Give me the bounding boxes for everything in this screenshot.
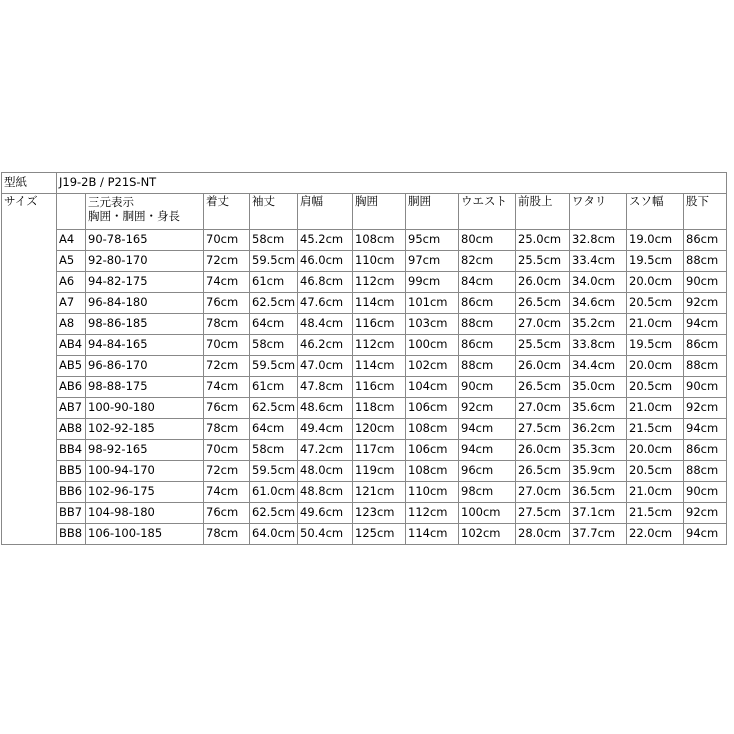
size-code-cell: AB5: [57, 356, 86, 377]
measurement-cell: 62.5cm: [250, 398, 298, 419]
measurement-cell: 106cm: [406, 440, 459, 461]
column-header: 股下: [684, 194, 727, 230]
measurement-cell: 37.7cm: [570, 524, 627, 545]
measurement-cell: 72cm: [204, 356, 250, 377]
measurement-cell: 49.6cm: [298, 503, 353, 524]
measurement-cell: 27.5cm: [516, 503, 570, 524]
three-d-header: [86, 194, 204, 230]
three-d-cell: 92-80-170: [86, 251, 204, 272]
measurement-cell: 25.5cm: [516, 251, 570, 272]
measurement-cell: 36.5cm: [570, 482, 627, 503]
measurement-cell: 28.0cm: [516, 524, 570, 545]
measurement-cell: 76cm: [204, 503, 250, 524]
measurement-cell: 102cm: [406, 356, 459, 377]
column-header: スソ幅: [627, 194, 684, 230]
table-row: [2, 524, 727, 545]
measurement-cell: 88cm: [684, 461, 727, 482]
measurement-cell: 78cm: [204, 314, 250, 335]
measurement-cell: 35.0cm: [570, 377, 627, 398]
measurement-cell: 35.9cm: [570, 461, 627, 482]
measurement-cell: 49.4cm: [298, 419, 353, 440]
pattern-row: [2, 173, 727, 194]
measurement-cell: 118cm: [353, 398, 406, 419]
measurement-cell: 70cm: [204, 335, 250, 356]
measurement-cell: 59.5cm: [250, 356, 298, 377]
measurement-cell: 92cm: [684, 293, 727, 314]
column-header: ワタリ: [570, 194, 627, 230]
three-d-cell: 100-90-180: [86, 398, 204, 419]
measurement-cell: 102cm: [459, 524, 516, 545]
header-row: [2, 194, 727, 230]
measurement-cell: 45.2cm: [298, 230, 353, 251]
size-code-cell: BB7: [57, 503, 86, 524]
pattern-label: 型紙: [2, 173, 57, 194]
table-row: [2, 356, 727, 377]
measurement-cell: 95cm: [406, 230, 459, 251]
measurement-cell: 26.5cm: [516, 377, 570, 398]
measurement-cell: 86cm: [684, 335, 727, 356]
measurement-cell: 94cm: [684, 524, 727, 545]
measurement-cell: 36.2cm: [570, 419, 627, 440]
measurement-cell: 59.5cm: [250, 461, 298, 482]
table-row: [2, 482, 727, 503]
measurement-cell: 35.6cm: [570, 398, 627, 419]
measurement-cell: 64cm: [250, 419, 298, 440]
column-header: 胸囲: [353, 194, 406, 230]
measurement-cell: 33.4cm: [570, 251, 627, 272]
column-header: 胴囲: [406, 194, 459, 230]
measurement-cell: 27.5cm: [516, 419, 570, 440]
three-d-cell: 98-88-175: [86, 377, 204, 398]
measurement-cell: 72cm: [204, 461, 250, 482]
three-d-cell: 104-98-180: [86, 503, 204, 524]
measurement-cell: 32.8cm: [570, 230, 627, 251]
measurement-cell: 48.6cm: [298, 398, 353, 419]
measurement-cell: 21.5cm: [627, 503, 684, 524]
measurement-cell: 26.0cm: [516, 272, 570, 293]
measurement-cell: 34.6cm: [570, 293, 627, 314]
three-d-cell: 96-86-170: [86, 356, 204, 377]
measurement-cell: 110cm: [353, 251, 406, 272]
table-row: [2, 272, 727, 293]
size-code-cell: BB8: [57, 524, 86, 545]
measurement-cell: 101cm: [406, 293, 459, 314]
measurement-cell: 33.8cm: [570, 335, 627, 356]
measurement-cell: 47.8cm: [298, 377, 353, 398]
measurement-cell: 47.0cm: [298, 356, 353, 377]
measurement-cell: 112cm: [353, 272, 406, 293]
measurement-cell: 34.4cm: [570, 356, 627, 377]
measurement-cell: 46.8cm: [298, 272, 353, 293]
column-header: 前股上: [516, 194, 570, 230]
size-code-cell: BB6: [57, 482, 86, 503]
size-code-cell: A8: [57, 314, 86, 335]
measurement-cell: 108cm: [353, 230, 406, 251]
column-header: 着丈: [204, 194, 250, 230]
measurement-cell: 114cm: [353, 356, 406, 377]
size-code-cell: A6: [57, 272, 86, 293]
measurement-cell: 94cm: [459, 440, 516, 461]
table-row: [2, 398, 727, 419]
size-label: サイズ: [2, 194, 57, 545]
table-row: [2, 461, 727, 482]
measurement-cell: 46.2cm: [298, 335, 353, 356]
table-row: [2, 314, 727, 335]
measurement-cell: 82cm: [459, 251, 516, 272]
measurement-cell: 20.0cm: [627, 356, 684, 377]
measurement-cell: 116cm: [353, 314, 406, 335]
measurement-cell: 112cm: [353, 335, 406, 356]
measurement-cell: 123cm: [353, 503, 406, 524]
pattern-value: J19-2B / P21S-NT: [57, 173, 727, 194]
measurement-cell: 125cm: [353, 524, 406, 545]
measurement-cell: 27.0cm: [516, 482, 570, 503]
three-d-cell: 106-100-185: [86, 524, 204, 545]
measurement-cell: 48.4cm: [298, 314, 353, 335]
measurement-cell: 99cm: [406, 272, 459, 293]
measurement-cell: 48.8cm: [298, 482, 353, 503]
measurement-cell: 61.0cm: [250, 482, 298, 503]
measurement-cell: 78cm: [204, 524, 250, 545]
measurement-cell: 86cm: [684, 230, 727, 251]
size-code-cell: A7: [57, 293, 86, 314]
measurement-cell: 19.0cm: [627, 230, 684, 251]
measurement-cell: 100cm: [459, 503, 516, 524]
measurement-cell: 97cm: [406, 251, 459, 272]
measurement-cell: 74cm: [204, 272, 250, 293]
measurement-cell: 76cm: [204, 398, 250, 419]
table-row: [2, 230, 727, 251]
measurement-cell: 114cm: [353, 293, 406, 314]
measurement-cell: 86cm: [459, 335, 516, 356]
measurement-cell: 19.5cm: [627, 335, 684, 356]
measurement-cell: 100cm: [406, 335, 459, 356]
measurement-cell: 74cm: [204, 482, 250, 503]
measurement-cell: 96cm: [459, 461, 516, 482]
three-d-header-line2: 胸囲・胴囲・身長: [88, 208, 180, 223]
measurement-cell: 34.0cm: [570, 272, 627, 293]
measurement-cell: 92cm: [459, 398, 516, 419]
measurement-cell: 61cm: [250, 272, 298, 293]
measurement-cell: 25.0cm: [516, 230, 570, 251]
measurement-cell: 21.0cm: [627, 314, 684, 335]
measurement-cell: 20.5cm: [627, 377, 684, 398]
table-row: [2, 251, 727, 272]
measurement-cell: 106cm: [406, 398, 459, 419]
measurement-cell: 94cm: [684, 419, 727, 440]
measurement-cell: 86cm: [459, 293, 516, 314]
measurement-cell: 20.5cm: [627, 293, 684, 314]
measurement-cell: 119cm: [353, 461, 406, 482]
size-code-cell: A4: [57, 230, 86, 251]
measurement-cell: 70cm: [204, 440, 250, 461]
measurement-cell: 22.0cm: [627, 524, 684, 545]
measurement-cell: 21.5cm: [627, 419, 684, 440]
measurement-cell: 26.5cm: [516, 461, 570, 482]
column-header: 袖丈: [250, 194, 298, 230]
table-row: [2, 440, 727, 461]
measurement-cell: 114cm: [406, 524, 459, 545]
measurement-cell: 26.0cm: [516, 356, 570, 377]
measurement-cell: 26.0cm: [516, 440, 570, 461]
measurement-cell: 48.0cm: [298, 461, 353, 482]
size-code-cell: AB4: [57, 335, 86, 356]
measurement-cell: 27.0cm: [516, 398, 570, 419]
three-d-cell: 98-92-165: [86, 440, 204, 461]
measurement-cell: 88cm: [684, 356, 727, 377]
column-header: 肩幅: [298, 194, 353, 230]
measurement-cell: 74cm: [204, 377, 250, 398]
three-d-header-line1: 三元表示: [88, 195, 134, 209]
measurement-cell: 98cm: [459, 482, 516, 503]
three-d-cell: 102-96-175: [86, 482, 204, 503]
header-blank: [57, 194, 86, 230]
measurement-cell: 64cm: [250, 314, 298, 335]
measurement-cell: 90cm: [684, 272, 727, 293]
measurement-cell: 90cm: [684, 377, 727, 398]
measurement-cell: 76cm: [204, 293, 250, 314]
measurement-cell: 94cm: [459, 419, 516, 440]
measurement-cell: 19.5cm: [627, 251, 684, 272]
measurement-cell: 35.3cm: [570, 440, 627, 461]
measurement-cell: 103cm: [406, 314, 459, 335]
three-d-cell: 90-78-165: [86, 230, 204, 251]
size-code-cell: AB8: [57, 419, 86, 440]
measurement-cell: 50.4cm: [298, 524, 353, 545]
measurement-cell: 112cm: [406, 503, 459, 524]
column-header: ウエスト: [459, 194, 516, 230]
measurement-cell: 26.5cm: [516, 293, 570, 314]
measurement-cell: 72cm: [204, 251, 250, 272]
measurement-cell: 116cm: [353, 377, 406, 398]
measurement-cell: 59.5cm: [250, 251, 298, 272]
table-row: [2, 419, 727, 440]
measurement-cell: 20.0cm: [627, 440, 684, 461]
measurement-cell: 62.5cm: [250, 503, 298, 524]
measurement-cell: 64.0cm: [250, 524, 298, 545]
measurement-cell: 27.0cm: [516, 314, 570, 335]
measurement-cell: 20.0cm: [627, 272, 684, 293]
measurement-cell: 90cm: [684, 482, 727, 503]
measurement-cell: 25.5cm: [516, 335, 570, 356]
measurement-cell: 121cm: [353, 482, 406, 503]
table-row: [2, 335, 727, 356]
table-row: [2, 377, 727, 398]
measurement-cell: 21.0cm: [627, 398, 684, 419]
measurement-cell: 117cm: [353, 440, 406, 461]
table-row: [2, 293, 727, 314]
measurement-cell: 47.6cm: [298, 293, 353, 314]
measurement-cell: 108cm: [406, 419, 459, 440]
measurement-cell: 110cm: [406, 482, 459, 503]
measurement-cell: 58cm: [250, 230, 298, 251]
measurement-cell: 78cm: [204, 419, 250, 440]
size-table: [1, 172, 727, 545]
size-code-cell: AB6: [57, 377, 86, 398]
measurement-cell: 21.0cm: [627, 482, 684, 503]
measurement-cell: 20.5cm: [627, 461, 684, 482]
three-d-cell: 94-82-175: [86, 272, 204, 293]
measurement-cell: 58cm: [250, 440, 298, 461]
three-d-cell: 100-94-170: [86, 461, 204, 482]
three-d-cell: 94-84-165: [86, 335, 204, 356]
measurement-cell: 104cm: [406, 377, 459, 398]
measurement-cell: 92cm: [684, 503, 727, 524]
three-d-cell: 96-84-180: [86, 293, 204, 314]
table-row: [2, 503, 727, 524]
size-code-cell: BB4: [57, 440, 86, 461]
three-d-cell: 102-92-185: [86, 419, 204, 440]
measurement-cell: 86cm: [684, 440, 727, 461]
measurement-cell: 37.1cm: [570, 503, 627, 524]
measurement-cell: 94cm: [684, 314, 727, 335]
size-code-cell: BB5: [57, 461, 86, 482]
measurement-cell: 80cm: [459, 230, 516, 251]
measurement-cell: 46.0cm: [298, 251, 353, 272]
measurement-cell: 62.5cm: [250, 293, 298, 314]
three-d-cell: 98-86-185: [86, 314, 204, 335]
measurement-cell: 84cm: [459, 272, 516, 293]
measurement-cell: 92cm: [684, 398, 727, 419]
measurement-cell: 90cm: [459, 377, 516, 398]
measurement-cell: 108cm: [406, 461, 459, 482]
measurement-cell: 88cm: [684, 251, 727, 272]
measurement-cell: 120cm: [353, 419, 406, 440]
measurement-cell: 35.2cm: [570, 314, 627, 335]
size-code-cell: A5: [57, 251, 86, 272]
measurement-cell: 88cm: [459, 314, 516, 335]
measurement-cell: 58cm: [250, 335, 298, 356]
measurement-cell: 88cm: [459, 356, 516, 377]
size-code-cell: AB7: [57, 398, 86, 419]
measurement-cell: 70cm: [204, 230, 250, 251]
measurement-cell: 61cm: [250, 377, 298, 398]
measurement-cell: 47.2cm: [298, 440, 353, 461]
